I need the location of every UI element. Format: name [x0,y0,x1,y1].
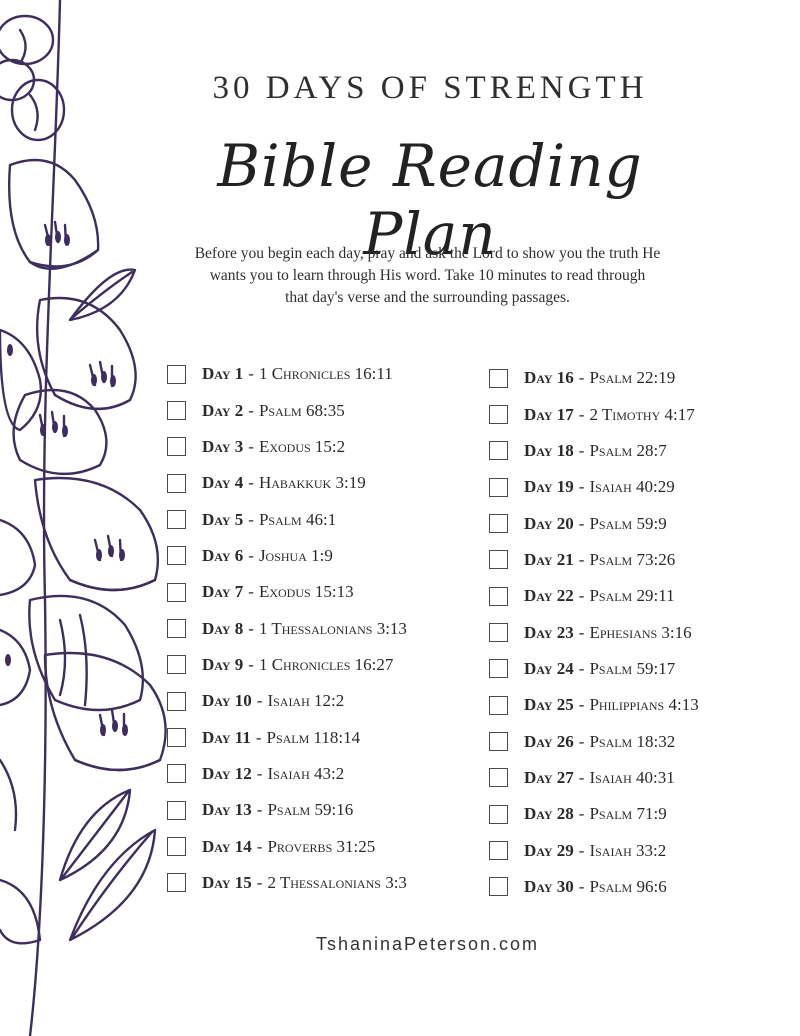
reading-row [167,538,487,574]
reading-row [489,760,799,796]
day-separator: - [256,872,263,892]
scripture-reference: Joshua 1:9 [258,545,333,565]
day-label: Day 5 [202,509,244,529]
day-label: Day 29 [524,840,574,860]
day-label: Day 20 [524,513,574,533]
scripture-reference: Isaiah 33:2 [589,840,667,860]
day-label: Day 26 [524,731,574,751]
day-separator: - [578,586,585,606]
day-separator: - [578,731,585,751]
intro-line: Before you begin each day, pray and ask the Lord to show you the truth He [194,245,661,262]
day-label: Day 9 [202,654,244,674]
day-label: Day 30 [524,876,574,896]
day-label: Day 1 [202,364,244,384]
day-separator: - [256,836,263,856]
day-separator: - [578,695,585,715]
day-checkbox[interactable] [489,587,508,606]
day-separator: - [248,545,254,565]
day-checkbox[interactable] [489,841,508,860]
day-checkbox[interactable] [489,659,508,678]
day-label: Day 8 [202,618,244,638]
day-separator: - [256,763,263,783]
reading-row [489,869,799,905]
day-checkbox[interactable] [167,692,186,711]
day-checkbox[interactable] [167,801,186,820]
day-separator: - [578,622,585,642]
reading-row [167,356,487,392]
day-checkbox[interactable] [167,401,186,420]
scripture-reference: 2 Timothy 4:17 [589,404,695,424]
reading-row [167,865,487,901]
day-checkbox[interactable] [167,837,186,856]
day-label: Day 16 [524,368,574,388]
day-label: Day 27 [524,767,574,787]
day-separator: - [248,582,254,602]
scripture-reference: 1 Chronicles 16:27 [258,654,394,674]
intro-paragraph [160,243,695,309]
reading-list-right [489,360,799,905]
intro-line: that day's verse and the surrounding passages. [285,289,570,306]
day-label: Day 3 [202,436,244,456]
scripture-reference: Psalm 18:32 [589,731,676,751]
scripture-reference: Ephesians 3:16 [589,622,692,642]
scripture-reference: Proverbs 31:25 [267,836,376,856]
day-checkbox[interactable] [167,365,186,384]
day-separator: - [248,618,254,638]
day-separator: - [578,804,585,824]
day-label: Day 21 [524,549,574,569]
day-checkbox[interactable] [167,619,186,638]
day-label: Day 11 [202,727,251,747]
reading-row [489,542,799,578]
reading-list-left [167,356,487,901]
day-label: Day 28 [524,804,574,824]
day-checkbox[interactable] [489,550,508,569]
reading-row [167,574,487,610]
day-separator: - [256,691,263,711]
reading-row [489,396,799,432]
day-checkbox[interactable] [167,437,186,456]
scripture-reference: Psalm 71:9 [589,804,667,824]
day-separator: - [248,364,254,384]
day-checkbox[interactable] [167,474,186,493]
day-checkbox[interactable] [167,728,186,747]
reading-row [489,832,799,868]
day-label: Day 18 [524,440,574,460]
day-checkbox[interactable] [489,478,508,497]
plan-subtitle: 30 DAYS OF STRENGTH [212,70,648,106]
reading-row [167,719,487,755]
day-label: Day 13 [202,800,252,820]
day-separator: - [578,513,585,533]
day-checkbox[interactable] [167,764,186,783]
scripture-reference: Philippians 4:13 [589,695,699,715]
day-checkbox[interactable] [489,405,508,424]
reading-row [489,723,799,759]
reading-row [167,465,487,501]
day-checkbox[interactable] [167,546,186,565]
day-separator: - [248,654,254,674]
scripture-reference: Psalm 46:1 [258,509,337,529]
scripture-reference: Psalm 29:11 [589,586,675,606]
reading-row [167,828,487,864]
day-separator: - [248,436,254,456]
scripture-reference: Psalm 59:17 [589,658,676,678]
day-separator: - [578,767,585,787]
day-label: Day 22 [524,586,574,606]
day-separator: - [256,800,263,820]
day-label: Day 24 [524,658,574,678]
reading-row [167,429,487,465]
scripture-reference: 1 Thessalonians 3:13 [258,618,407,638]
day-label: Day 12 [202,763,252,783]
reading-row [167,501,487,537]
intro-line: wants you to learn through His word. Take 10 minutes to read through [209,267,646,284]
day-label: Day 7 [202,582,244,602]
reading-row [489,614,799,650]
day-label: Day 23 [524,622,574,642]
day-checkbox[interactable] [489,696,508,715]
day-separator: - [248,400,254,420]
scripture-reference: 1 Chronicles 16:11 [258,364,393,384]
day-separator: - [578,840,585,860]
scripture-reference: Exodus 15:13 [258,582,354,602]
day-separator: - [578,440,585,460]
scripture-reference: Psalm 59:9 [589,513,667,533]
website-footer: TshaninaPeterson.com [315,934,540,954]
reading-row [489,505,799,541]
scripture-reference: Psalm 68:35 [258,400,345,420]
day-label: Day 25 [524,695,574,715]
day-label: Day 15 [202,872,252,892]
day-checkbox[interactable] [489,623,508,642]
day-separator: - [578,549,585,569]
day-label: Day 4 [202,473,244,493]
day-label: Day 17 [524,404,574,424]
reading-row [167,392,487,428]
day-checkbox[interactable] [489,768,508,787]
scripture-reference: Psalm 96:6 [589,876,667,896]
reading-row [489,796,799,832]
day-label: Day 2 [202,400,244,420]
scripture-reference: Habakkuk 3:19 [258,473,366,493]
reading-row [489,469,799,505]
reading-row [489,651,799,687]
day-separator: - [578,477,585,497]
day-separator: - [248,509,254,529]
day-checkbox[interactable] [167,510,186,529]
day-label: Day 14 [202,836,252,856]
day-label: Day 19 [524,477,574,497]
day-separator: - [248,473,254,493]
scripture-reference: Isaiah 43:2 [267,763,345,783]
day-checkbox[interactable] [489,732,508,751]
day-checkbox[interactable] [489,805,508,824]
day-checkbox[interactable] [489,877,508,896]
day-checkbox[interactable] [489,441,508,460]
scripture-reference: Psalm 59:16 [267,800,354,820]
scripture-reference: Isaiah 40:29 [589,477,675,497]
day-checkbox[interactable] [167,655,186,674]
day-separator: - [578,368,585,388]
scripture-reference: Isaiah 40:31 [589,767,675,787]
reading-row [167,756,487,792]
day-checkbox[interactable] [489,514,508,533]
day-checkbox[interactable] [167,583,186,602]
scripture-reference: Psalm 22:19 [589,368,676,388]
scripture-reference: Exodus 15:2 [258,436,346,456]
day-checkbox[interactable] [167,873,186,892]
reading-row [489,687,799,723]
reading-row [489,360,799,396]
scripture-reference: Isaiah 12:2 [267,691,345,711]
reading-row [489,578,799,614]
reading-row [489,433,799,469]
foxglove-floral-illustration [0,0,170,1036]
day-separator: - [578,658,585,678]
day-label: Day 6 [202,545,244,565]
scripture-reference: 2 Thessalonians 3:3 [267,872,407,892]
day-separator: - [578,404,585,424]
day-label: Day 10 [202,691,252,711]
day-separator: - [255,727,262,747]
scripture-reference: Psalm 28:7 [589,440,667,460]
day-separator: - [578,876,585,896]
plan-title: Bible Reading Plan [217,132,643,268]
reading-row [167,683,487,719]
reading-row [167,647,487,683]
scripture-reference: Psalm 118:14 [266,727,361,747]
reading-row [167,792,487,828]
day-checkbox[interactable] [489,369,508,388]
scripture-reference: Psalm 73:26 [589,549,676,569]
reading-row [167,610,487,646]
